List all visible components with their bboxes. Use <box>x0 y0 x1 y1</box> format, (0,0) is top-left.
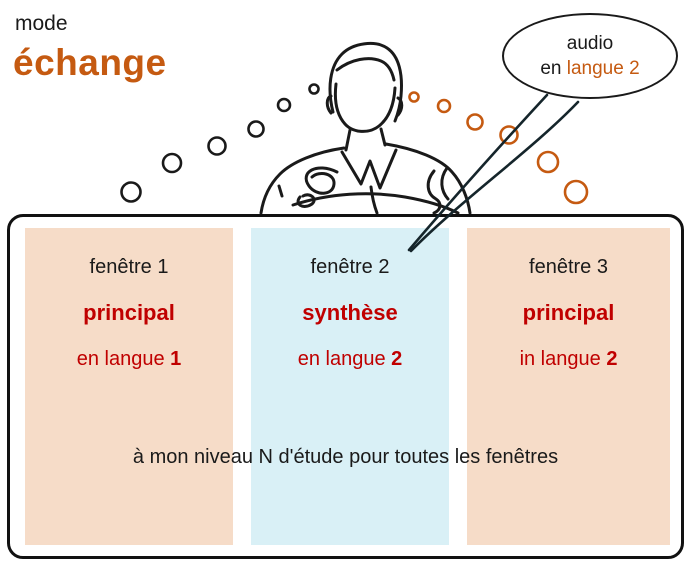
window-language <box>251 348 449 371</box>
language-number: 1 <box>170 348 182 370</box>
bubble-line-2-prefix: en <box>540 58 567 79</box>
page-title: échange <box>13 42 167 83</box>
mode-label: mode <box>15 12 68 35</box>
language-number: 2 <box>391 348 403 370</box>
speech-bubble <box>502 13 678 99</box>
window-language <box>467 348 670 371</box>
window-name: fenêtre 1 <box>89 256 169 278</box>
person-figure <box>261 43 470 213</box>
bubble-line-2-highlight: langue 2 <box>566 58 640 79</box>
window-fenetre-3 <box>467 228 670 545</box>
bubble-line-1: audio <box>566 33 614 54</box>
window-name: fenêtre 2 <box>310 256 390 278</box>
window-role: principal <box>522 300 615 325</box>
window-name: fenêtre 3 <box>529 256 608 278</box>
speech-dots-right-icon <box>410 93 588 204</box>
bubble-line-2 <box>540 56 639 81</box>
language-prefix: en langue <box>297 348 392 370</box>
language-prefix: in langue <box>519 348 607 370</box>
window-fenetre-1 <box>25 228 233 545</box>
window-fenetre-2 <box>251 228 449 545</box>
language-prefix: en langue <box>76 348 171 370</box>
language-number: 2 <box>606 348 618 370</box>
window-role: synthèse <box>302 300 398 325</box>
window-language <box>25 348 233 371</box>
level-note: à mon niveau N d'étude pour toutes les fenêtres <box>132 446 559 468</box>
window-role: principal <box>83 300 175 325</box>
speech-dots-left-icon <box>122 85 319 202</box>
